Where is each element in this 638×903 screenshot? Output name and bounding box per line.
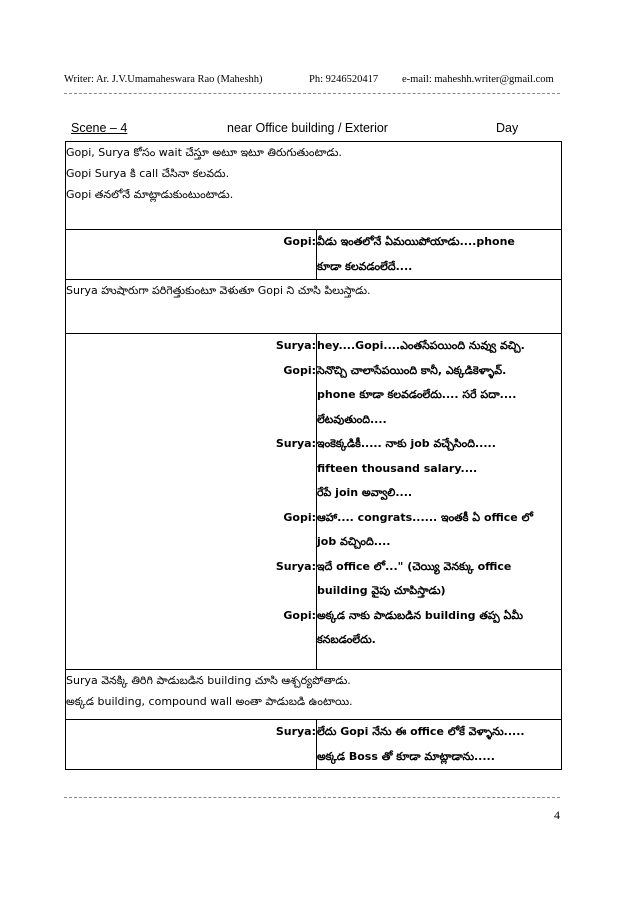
speaker-name: Surya: xyxy=(275,437,316,450)
dialogue-line: fifteen thousand salary.... xyxy=(317,461,478,475)
dialogue-line: లేదు Gopi నేను ఈ office లోకే వెళ్ళాను..... xyxy=(317,725,525,738)
dialogue-line: వీడు ఇంతలోనే ఏమయిపోయాడు....phone xyxy=(317,235,515,248)
action-line: Gopi, Surya కోసం wait చేస్తూ అటూ ఇటూ తిరుగుతుంటాడు. xyxy=(66,146,342,159)
speaker-column xyxy=(66,334,317,670)
scene-number: Scene – 4 xyxy=(71,121,128,135)
dialogue-column xyxy=(317,720,562,770)
dialogue-line: ఇంకెక్కడికీ..... నాకు job వచ్చేసింది..... xyxy=(317,437,496,450)
action-block xyxy=(66,670,562,720)
action-line: Gopi Surya కి call చేసినా కలవదు. xyxy=(66,167,230,180)
dialogue-line: సెనొచ్చి చాలాసేపయింది కానీ, ఎక్కడికెళ్ళావ్. xyxy=(317,363,507,377)
scene-time: Day xyxy=(496,121,519,135)
speaker-column xyxy=(66,720,317,770)
speaker-name: Gopi: xyxy=(283,608,316,622)
dialogue-block xyxy=(66,334,562,670)
dialogue-line: అక్కడ నాకు పాడుబడిన building తప్ప ఏమీ xyxy=(317,608,524,622)
footer-divider xyxy=(64,797,560,798)
action-block xyxy=(66,280,562,334)
speaker-name xyxy=(66,628,316,653)
speaker-name xyxy=(66,745,316,770)
writer-email: e-mail: maheshh.writer@gmail.com xyxy=(402,74,554,85)
speaker-name xyxy=(66,530,316,555)
speaker-name: Surya: xyxy=(275,725,316,738)
action-line: అక్కడ building, compound wall అంతా పాడుబడి ఉంటాయి. xyxy=(66,695,353,708)
action-text xyxy=(66,142,562,230)
speaker-name xyxy=(66,579,316,604)
dialogue-line: అక్కడ Boss తో కూడా మాట్లాడాను..... xyxy=(317,749,495,763)
dialogue-line: రేపే join అవ్వాలి.... xyxy=(317,486,413,499)
script-table xyxy=(65,141,562,770)
action-text xyxy=(66,670,562,720)
speaker-name: Gopi: xyxy=(283,510,316,524)
dialogue-column xyxy=(317,334,562,670)
speaker-name: Surya: xyxy=(275,559,316,573)
header-divider xyxy=(64,93,560,94)
writer-phone: Ph: 9246520417 xyxy=(309,74,379,85)
dialogue-line: building వైపు చూపిస్తాడు) xyxy=(317,584,446,597)
speaker-name: Gopi: xyxy=(283,363,316,377)
dialogue-line: కూడా కలవడంలేదే.... xyxy=(317,259,413,273)
speaker-name xyxy=(66,383,316,408)
dialogue-line: ఇదే office లో..." (చెయ్యి వెనక్కు office xyxy=(317,559,512,573)
speaker-name xyxy=(66,457,316,482)
speaker-name: Surya: xyxy=(275,339,316,352)
action-text xyxy=(66,280,562,334)
dialogue-line: hey....Gopi....ఎంతసేపయింది నువ్వు వచ్చి. xyxy=(317,339,525,352)
dialogue-block xyxy=(66,720,562,770)
speaker-name xyxy=(66,408,316,433)
dialogue-line: లేటవుతుంది.... xyxy=(317,412,387,426)
action-line: Surya హుషారుగా పరిగెత్తుకుంటూ వెళుతూ Gopi ని చూసి పిలుస్తాడు. xyxy=(66,284,371,297)
dialogue-block xyxy=(66,230,562,280)
speaker-name: Gopi: xyxy=(283,235,316,248)
action-line: Gopi తనలోనే మాట్లాడుకుంటుంటాడు. xyxy=(66,188,234,201)
speaker-column xyxy=(66,230,317,280)
page-number: 4 xyxy=(554,808,560,822)
speaker-name xyxy=(66,481,316,506)
writer-credit: Writer: Ar. J.V.Umamaheswara Rao (Maheshh) xyxy=(64,74,263,85)
speaker-name xyxy=(66,255,316,280)
dialogue-line: job వచ్చింది.... xyxy=(317,535,391,548)
dialogue-line: కనబడంలేదు. xyxy=(317,633,376,646)
dialogue-line: phone కూడా కలవడంలేదు.... సరే పదా.... xyxy=(317,388,517,401)
dialogue-line: ఆహా.... congrats...... ఇంతకీ ఏ office లో xyxy=(317,510,533,524)
dialogue-column xyxy=(317,230,562,280)
scene-location: near Office building / Exterior xyxy=(227,121,388,135)
action-block xyxy=(66,142,562,230)
action-line: Surya వెనక్కి తిరిగి పాడుబడిన building చూసి ఆశ్చర్యపోతాడు. xyxy=(66,674,351,687)
